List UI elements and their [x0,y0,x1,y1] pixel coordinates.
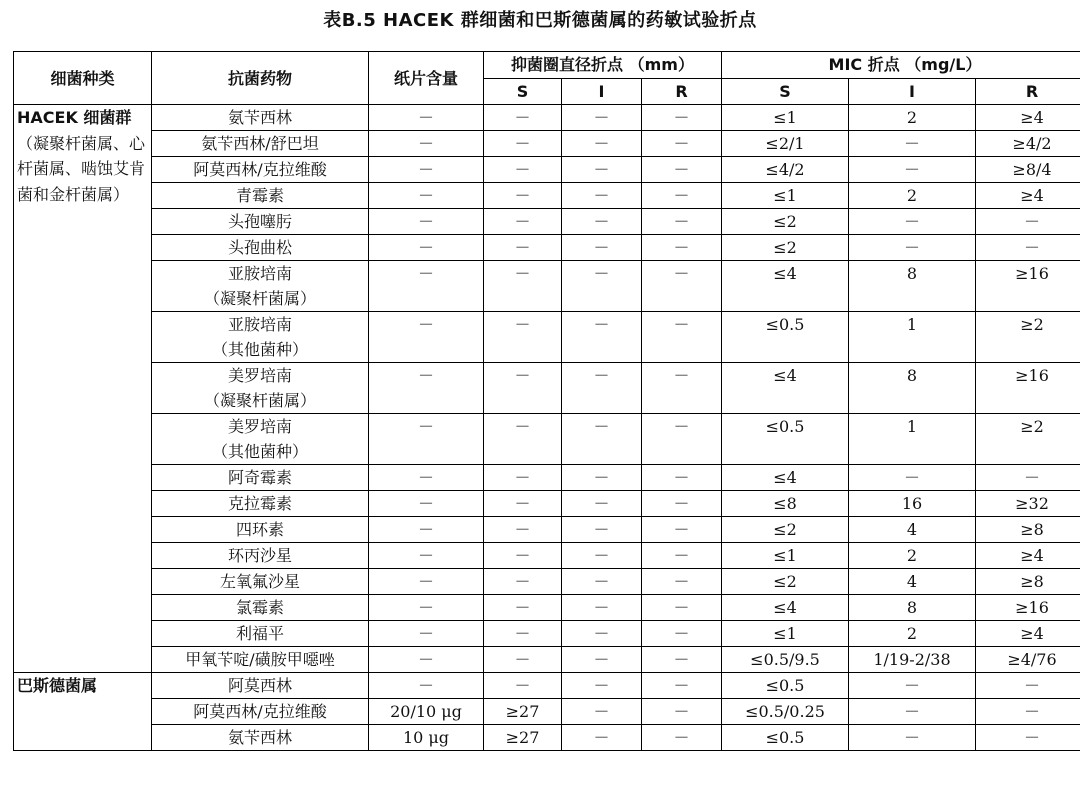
mic-s-cell: ≤2/1 [722,131,849,157]
drug-name: 阿莫西林/克拉维酸 [193,702,327,721]
table-row [14,647,1080,673]
mic-s-cell: ≤1 [722,621,849,647]
drug-qualifier: （其他菌种） [211,442,308,461]
mic-i-cell: 8 [849,595,976,621]
disk-content-cell: － [369,465,484,491]
zone-i-cell: － [562,699,642,725]
drug-name: 氨苄西林/舒巴坦 [201,134,319,153]
drug-cell [152,183,369,209]
mic-r-cell: ≥4 [976,543,1080,569]
header-zone-s: S [484,79,562,105]
drug-qualifier: （凝聚杆菌属） [203,289,316,308]
organism-cell [14,673,152,751]
mic-r-cell: ≥8 [976,569,1080,595]
zone-i-cell: － [562,621,642,647]
mic-s-cell: ≤4 [722,363,849,414]
disk-content-cell: － [369,673,484,699]
mic-r-cell: － [976,209,1080,235]
mic-s-cell: ≤2 [722,209,849,235]
drug-name: 四环素 [235,520,284,539]
drug-cell [152,673,369,699]
zone-i-cell: － [562,157,642,183]
zone-s-cell: － [484,569,562,595]
mic-s-cell: ≤2 [722,569,849,595]
zone-r-cell: － [642,131,722,157]
zone-i-cell: － [562,235,642,261]
zone-r-cell: － [642,312,722,363]
zone-i-cell: － [562,647,642,673]
zone-r-cell: － [642,363,722,414]
zone-i-cell: － [562,131,642,157]
table-row [14,517,1080,543]
header-mic-s: S [722,79,849,105]
mic-i-cell: － [849,725,976,751]
drug-cell [152,491,369,517]
table-title: 表B.5 HACEK 群细菌和巴斯德菌属的药敏试验折点 [323,10,757,31]
disk-content-cell: － [369,183,484,209]
disk-content-cell: － [369,414,484,465]
mic-s-cell: ≤0.5 [722,673,849,699]
mic-i-cell: － [849,157,976,183]
header-mic-r: R [976,79,1080,105]
mic-r-cell: ≥4 [976,105,1080,131]
drug-cell [152,105,369,131]
table-row [14,105,1080,131]
drug-cell [152,647,369,673]
drug-qualifier: （凝聚杆菌属） [203,391,316,410]
disk-content-cell: － [369,517,484,543]
drug-name: 亚胺培南 [227,264,292,283]
header-mic-i: I [849,79,976,105]
mic-s-cell: ≤4 [722,595,849,621]
zone-r-cell: － [642,725,722,751]
zone-s-cell: － [484,209,562,235]
zone-s-cell: － [484,647,562,673]
zone-s-cell: － [484,312,562,363]
zone-s-cell: － [484,157,562,183]
zone-r-cell: － [642,595,722,621]
drug-cell [152,595,369,621]
zone-s-cell: － [484,543,562,569]
zone-i-cell: － [562,105,642,131]
drug-name: 克拉霉素 [227,494,292,513]
disk-content-cell: － [369,491,484,517]
drug-name: 亚胺培南 [227,315,292,334]
drug-name: 氨苄西林 [227,108,292,127]
header-zone: 抑菌圈直径折点 （mm） [484,52,722,79]
mic-i-cell: － [849,131,976,157]
zone-i-cell: － [562,312,642,363]
mic-r-cell: ≥4/2 [976,131,1080,157]
zone-r-cell: － [642,414,722,465]
disk-content-cell: － [369,235,484,261]
zone-s-cell: － [484,621,562,647]
drug-cell [152,517,369,543]
zone-r-cell: － [642,465,722,491]
table-row [14,543,1080,569]
table-row [14,465,1080,491]
header-zone-i: I [562,79,642,105]
mic-s-cell: ≤0.5 [722,414,849,465]
drug-name: 青霉素 [235,186,284,205]
mic-s-cell: ≤1 [722,183,849,209]
zone-s-cell: － [484,595,562,621]
mic-r-cell: ≥32 [976,491,1080,517]
mic-s-cell: ≤4 [722,261,849,312]
zone-s-cell: － [484,105,562,131]
mic-r-cell: － [976,673,1080,699]
mic-s-cell: ≤4 [722,465,849,491]
mic-i-cell: － [849,673,976,699]
disk-content-cell: － [369,647,484,673]
zone-r-cell: － [642,157,722,183]
table-row [14,157,1080,183]
zone-i-cell: － [562,595,642,621]
disk-content-cell: － [369,363,484,414]
mic-i-cell: 8 [849,261,976,312]
zone-r-cell: － [642,621,722,647]
zone-r-cell: － [642,183,722,209]
disk-content-cell: 10 μg [369,725,484,751]
mic-s-cell: ≤4/2 [722,157,849,183]
mic-i-cell: 4 [849,517,976,543]
table-row [14,699,1080,725]
disk-content-cell: － [369,131,484,157]
mic-i-cell: 2 [849,183,976,209]
mic-r-cell: － [976,725,1080,751]
mic-s-cell: ≤1 [722,105,849,131]
drug-qualifier: （其他菌种） [211,340,308,359]
zone-s-cell: － [484,465,562,491]
mic-r-cell: － [976,465,1080,491]
table-row [14,131,1080,157]
drug-cell [152,699,369,725]
drug-name: 美罗培南 [227,366,292,385]
mic-r-cell: ≥8/4 [976,157,1080,183]
table-row [14,209,1080,235]
mic-r-cell: － [976,235,1080,261]
mic-i-cell: － [849,235,976,261]
drug-cell [152,157,369,183]
zone-s-cell: － [484,363,562,414]
zone-r-cell: － [642,517,722,543]
zone-i-cell: － [562,491,642,517]
table-body [14,105,1080,751]
header-drug: 抗菌药物 [152,52,369,105]
table-row [14,595,1080,621]
drug-cell [152,465,369,491]
organism-name: 巴斯德菌属 [17,676,98,695]
zone-i-cell: － [562,517,642,543]
drug-cell [152,131,369,157]
mic-i-cell: － [849,465,976,491]
mic-i-cell: 4 [849,569,976,595]
zone-i-cell: － [562,363,642,414]
mic-r-cell: ≥4 [976,183,1080,209]
drug-name: 阿奇霉素 [227,468,292,487]
mic-s-cell: ≤8 [722,491,849,517]
table-row [14,363,1080,414]
mic-s-cell: ≤2 [722,235,849,261]
mic-s-cell: ≤2 [722,517,849,543]
zone-s-cell: － [484,414,562,465]
drug-name: 环丙沙星 [227,546,292,565]
zone-r-cell: － [642,569,722,595]
header-disk: 纸片含量 [369,52,484,105]
mic-r-cell: ≥4 [976,621,1080,647]
zone-r-cell: － [642,647,722,673]
mic-i-cell: 16 [849,491,976,517]
zone-s-cell: － [484,183,562,209]
organism-cell [14,105,152,673]
drug-name: 阿莫西林/克拉维酸 [193,160,327,179]
mic-r-cell: ≥2 [976,414,1080,465]
drug-name: 利福平 [235,624,284,643]
drug-name: 甲氧苄啶/磺胺甲噁唑 [185,650,335,669]
table-row [14,621,1080,647]
disk-content-cell: － [369,621,484,647]
zone-i-cell: － [562,725,642,751]
mic-s-cell: ≤0.5/9.5 [722,647,849,673]
mic-i-cell: 1 [849,414,976,465]
header-organism: 细菌种类 [14,52,152,105]
mic-i-cell: 2 [849,621,976,647]
zone-r-cell: － [642,209,722,235]
disk-content-cell: － [369,312,484,363]
zone-i-cell: － [562,261,642,312]
mic-r-cell: － [976,699,1080,725]
zone-s-cell: ≥27 [484,699,562,725]
drug-cell [152,621,369,647]
zone-i-cell: － [562,543,642,569]
mic-r-cell: ≥16 [976,261,1080,312]
zone-i-cell: － [562,673,642,699]
disk-content-cell: － [369,157,484,183]
header-zone-r: R [642,79,722,105]
zone-r-cell: － [642,235,722,261]
zone-r-cell: － [642,261,722,312]
table-row [14,673,1080,699]
zone-s-cell: － [484,491,562,517]
table-row [14,491,1080,517]
mic-r-cell: ≥2 [976,312,1080,363]
mic-s-cell: ≤0.5 [722,725,849,751]
drug-cell [152,312,369,363]
disk-content-cell: － [369,543,484,569]
zone-i-cell: － [562,465,642,491]
zone-i-cell: － [562,569,642,595]
zone-i-cell: － [562,183,642,209]
mic-r-cell: ≥16 [976,363,1080,414]
mic-s-cell: ≤0.5 [722,312,849,363]
drug-cell [152,363,369,414]
disk-content-cell: － [369,595,484,621]
zone-s-cell: － [484,235,562,261]
drug-name: 头孢曲松 [227,238,292,257]
zone-s-cell: ≥27 [484,725,562,751]
table-row [14,235,1080,261]
drug-name: 氯霉素 [235,598,284,617]
drug-cell [152,235,369,261]
zone-s-cell: － [484,261,562,312]
table-row [14,414,1080,465]
zone-s-cell: － [484,131,562,157]
table-row [14,312,1080,363]
drug-name: 阿莫西林 [227,676,292,695]
drug-cell [152,569,369,595]
mic-i-cell: － [849,699,976,725]
zone-r-cell: － [642,543,722,569]
mic-r-cell: ≥8 [976,517,1080,543]
organism-description: （凝聚杆菌属、心杆菌属、啮蚀艾肯菌和金杆菌属） [17,133,146,204]
breakpoint-table [13,51,1080,751]
drug-cell [152,414,369,465]
drug-cell [152,543,369,569]
disk-content-cell: － [369,209,484,235]
mic-i-cell: 8 [849,363,976,414]
header-mic: MIC 折点 （mg/L） [722,52,1080,79]
zone-i-cell: － [562,209,642,235]
disk-content-cell: 20/10 μg [369,699,484,725]
zone-s-cell: － [484,517,562,543]
drug-cell [152,725,369,751]
disk-content-cell: － [369,569,484,595]
disk-content-cell: － [369,261,484,312]
mic-r-cell: ≥16 [976,595,1080,621]
zone-i-cell: － [562,414,642,465]
mic-i-cell: 2 [849,105,976,131]
disk-content-cell: － [369,105,484,131]
table-row [14,183,1080,209]
mic-i-cell: － [849,209,976,235]
table-row [14,569,1080,595]
drug-name: 氨苄西林 [227,728,292,747]
organism-name: HACEK 细菌群 [17,108,132,127]
drug-name: 美罗培南 [227,417,292,436]
zone-r-cell: － [642,673,722,699]
mic-s-cell: ≤1 [722,543,849,569]
mic-i-cell: 1 [849,312,976,363]
mic-s-cell: ≤0.5/0.25 [722,699,849,725]
drug-name: 头孢噻肟 [227,212,292,231]
zone-r-cell: － [642,699,722,725]
mic-i-cell: 1/19-2/38 [849,647,976,673]
zone-r-cell: － [642,491,722,517]
zone-s-cell: － [484,673,562,699]
mic-i-cell: 2 [849,543,976,569]
drug-name: 左氧氟沙星 [219,572,300,591]
table-row [14,725,1080,751]
zone-r-cell: － [642,105,722,131]
mic-r-cell: ≥4/76 [976,647,1080,673]
drug-cell [152,261,369,312]
drug-cell [152,209,369,235]
table-row [14,261,1080,312]
